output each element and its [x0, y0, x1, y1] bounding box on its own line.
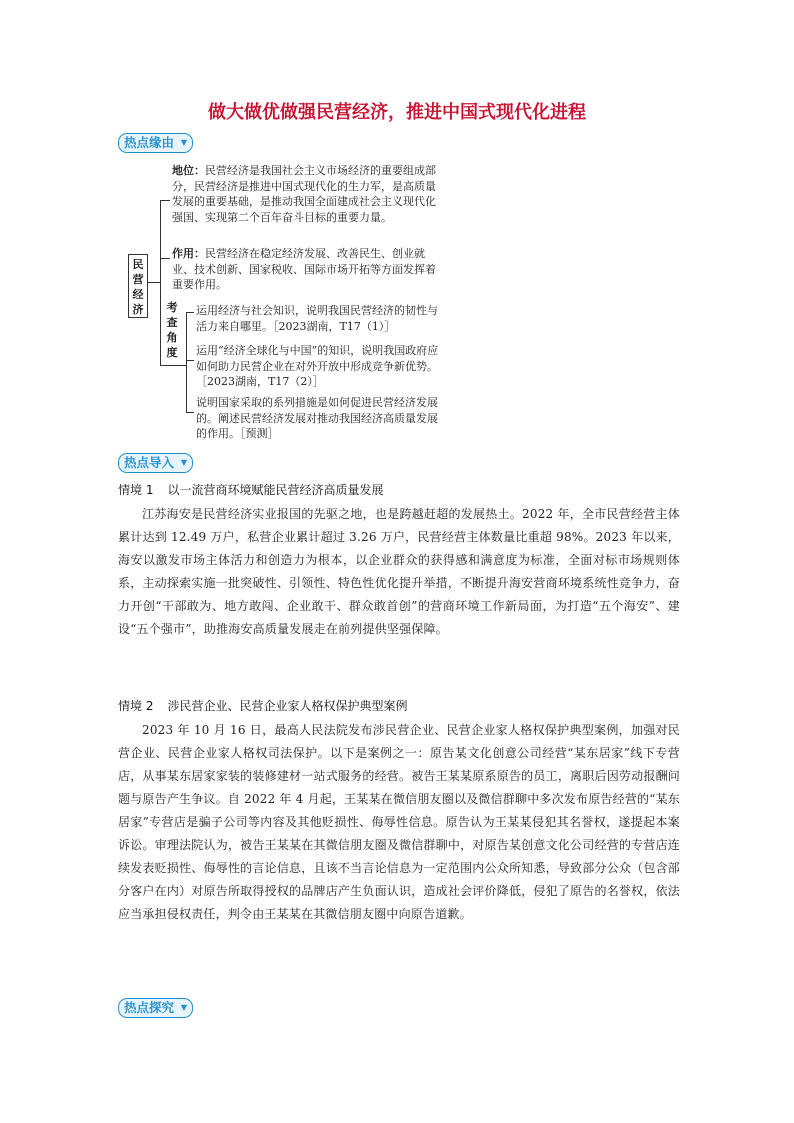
connector-line	[186, 360, 194, 361]
scenario-label: 情境 2	[118, 699, 154, 713]
scenario-body: 江苏海安是民营经济实业报国的先驱之地，也是跨越赶超的发展热土。2022 年，全市民营经营主体累计达到 12.49 万户，私营企业累计超过 3.26 万户，民营经营主体数量比重超 98%。2023 年以来，海安以激发市场主体活力和创造力为根本，以企业群众的获得感和满意度为标准，全面对标市场规则体系，主动探索实施一批突破性、引领性、特色性优化提升举措，不断提升海安营商环境系统性竞争力，奋力开创“干部敢为、地方敢闯、企业敢干、群众敢首创”的营商环境工作新局面，为打造“五个海安”、建设“五个强市”，助推海安高质量发展走在前列提供坚强保障。	[118, 507, 680, 636]
section-tag-label: 热点缘由	[124, 135, 175, 150]
mindmap-root-label: 民营经济	[132, 258, 144, 316]
scenario-title: 涉民营企业、民营企业家人格权保护典型案例	[167, 699, 408, 713]
scenario-heading	[118, 481, 383, 498]
connector-line	[186, 312, 194, 313]
connector-line	[147, 282, 160, 283]
scenario-body: 2023 年 10 月 16 日，最高人民法院发布涉民营企业、民营企业家人格权保护典型案例，加强对民营企业、民营企业家人格权司法保护。以下是案例之一：原告某文化创意公司经营“某东居家”线下专营店，从事某东居家家装的装修建材一站式服务的经营。被告王某某原系原告的员工，离职后因劳动报酬问题与原告产生争议。自 2022 年 4 月起，王某某在微信朋友圈以及微信群聊中多次发布原告经营的“某东居家”专营店是骗子公司等内容及其他贬损性、侮辱性信息。原告认为王某某侵犯其名誉权，遂提起本案诉讼。审理法院认为，被告王某某在其微信朋友圈及微信群聊中，对原告某创意文化公司经营的专营店连续发表贬损性、侮辱性的言论信息，且该不当言论信息为一定范围内公众所知悉，导致部分公众（包含部分客户在内）对原告所取得授权的品牌店产生负面认识，造成社会评价降低，侵犯了原告的名誉权，依法应当承担侵权责任，判令由王某某在其微信朋友圈中向原告道歉。	[118, 723, 680, 921]
triangle-icon: ▼	[180, 1003, 188, 1012]
scenario-label: 情境 1	[118, 483, 154, 497]
node-head: 作用：	[172, 247, 205, 260]
page-title: 做大做优做强民营经济，推进中国式现代化进程	[208, 102, 586, 123]
section-tag-label: 热点导入	[124, 455, 175, 470]
exam-angle-item: 运用“经济全球化与中国”的知识，说明我国政府应如何助力民营企业在对外开放中形成竞争新优势。［2023湖南，T17（2）］	[196, 344, 439, 388]
mindmap-node-role	[172, 246, 442, 293]
node-text: 民营经济是我国社会主义市场经济的重要组成部分，民营经济是推进中国式现代化的生力军，是高质量发展的重要基础，是推动我国全面建成社会主义现代化强国、实现第二个百年奋斗目标的重要力量。	[172, 164, 436, 224]
connector-line	[160, 258, 170, 259]
exam-angle-label: 考查角度	[166, 301, 178, 359]
triangle-icon: ▼	[180, 138, 188, 147]
connector-line	[160, 200, 170, 201]
section-tag-origin	[118, 133, 193, 153]
mindmap-root-box	[128, 254, 148, 318]
node-text: 民营经济在稳定经济发展、改善民生、创业就业、技术创新、国家税收、国际市场开拓等方面发挥着重要作用。	[172, 247, 436, 291]
exam-angle-label-box	[165, 300, 179, 362]
mindmap-node-position	[172, 163, 442, 225]
connector-line	[186, 312, 187, 412]
section-tag-label: 热点探究	[124, 1000, 175, 1015]
triangle-icon: ▼	[180, 458, 188, 467]
connector-line	[160, 365, 186, 366]
scenario-title: 以一流营商环境赋能民营经济高质量发展	[167, 483, 384, 497]
connector-line	[160, 200, 161, 365]
connector-line	[186, 412, 194, 413]
node-head: 地位：	[172, 164, 205, 177]
section-tag-intro	[118, 453, 193, 473]
section-tag-explore	[118, 998, 193, 1018]
scenario-heading	[118, 697, 407, 714]
exam-angle-item: 说明国家采取的系列措施是如何促进民营经济发展的。阐述民营经济发展对推动我国经济高质量发展的作用。［预测］	[196, 396, 438, 440]
exam-angle-item: 运用经济与社会知识，说明我国民营经济的韧性与活力来自哪里。［2023湖南，T17（1）］	[196, 304, 438, 333]
